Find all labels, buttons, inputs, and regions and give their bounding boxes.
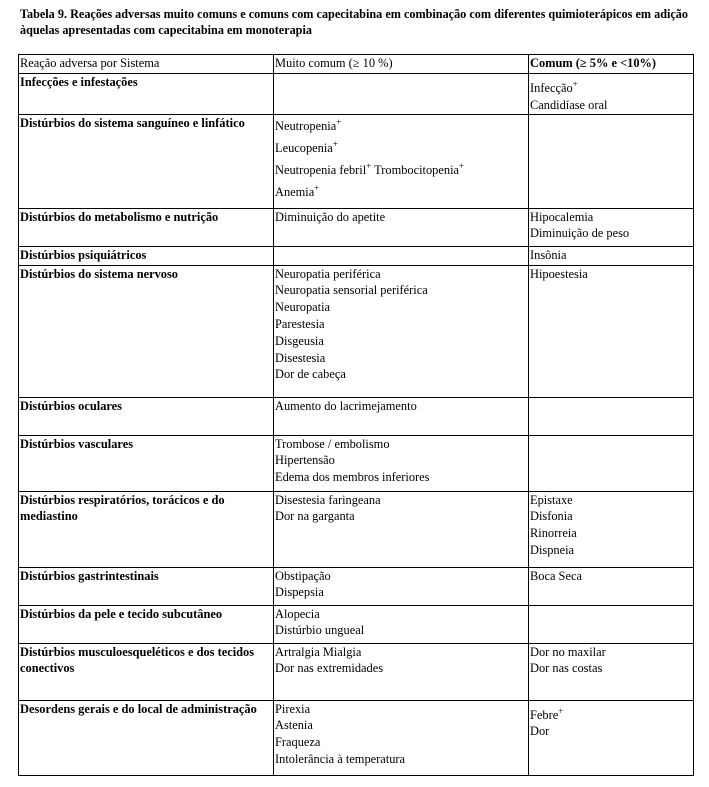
table-row	[19, 700, 694, 775]
very-common-item: Fraqueza	[275, 735, 321, 750]
system-cell: Distúrbios psiquiátricos	[19, 246, 274, 265]
very-common-item: Artralgia Mialgia	[275, 644, 362, 659]
very-common-item: Astenia	[275, 718, 313, 733]
very-common-cell	[274, 208, 529, 246]
common-cell	[529, 567, 694, 605]
common-item: Dor	[530, 724, 550, 739]
header-very-common: Muito comum (≥ 10 %)	[274, 55, 529, 74]
system-cell: Distúrbios respiratórios, torácicos e do mediastino	[19, 491, 274, 567]
very-common-item: Dor na garganta	[275, 509, 355, 524]
common-cell	[529, 74, 694, 115]
very-common-cell	[274, 435, 529, 491]
very-common-item: Dor de cabeça	[275, 367, 346, 382]
very-common-item: Anemia+	[275, 182, 320, 199]
system-cell: Infecções e infestações	[19, 74, 274, 115]
very-common-item: Obstipação	[275, 568, 331, 583]
very-common-item: Trombose / embolismo	[275, 436, 390, 451]
very-common-item: Neuropatia sensorial periférica	[275, 283, 428, 298]
very-common-item: Disestesia faringeana	[275, 492, 381, 507]
system-cell: Distúrbios da pele e tecido subcutâneo	[19, 605, 274, 643]
very-common-cell	[274, 246, 529, 265]
very-common-item: Neutropenia febril+ Trombocitopenia+	[275, 160, 465, 177]
very-common-item: Disestesia	[275, 350, 326, 365]
table-row	[19, 643, 694, 700]
very-common-item: Dor nas extremidades	[275, 661, 384, 676]
table-row	[19, 491, 694, 567]
table-header-row	[19, 55, 694, 74]
table-row	[19, 74, 694, 115]
very-common-item: Aumento do lacrimejamento	[275, 398, 417, 413]
header-common: Comum (≥ 5% e <10%)	[529, 55, 694, 74]
common-cell	[529, 643, 694, 700]
table-row	[19, 246, 694, 265]
common-cell	[529, 605, 694, 643]
system-cell: Distúrbios do sistema sanguíneo e linfático	[19, 114, 274, 208]
table-row	[19, 567, 694, 605]
common-item: Disfonia	[530, 509, 573, 524]
common-item: Hipoestesia	[530, 266, 588, 281]
very-common-cell	[274, 643, 529, 700]
common-item: Dor no maxilar	[530, 644, 606, 659]
very-common-cell	[274, 700, 529, 775]
very-common-item: Leucopenia+	[275, 138, 338, 155]
system-cell: Distúrbios do metabolismo e nutrição	[19, 208, 274, 246]
very-common-cell	[274, 74, 529, 115]
common-item: Rinorreia	[530, 526, 577, 541]
very-common-item: Disgeusia	[275, 333, 324, 348]
header-system: Reação adversa por Sistema	[19, 55, 274, 74]
common-item: Boca Seca	[530, 568, 582, 583]
very-common-item: Diminuição do apetite	[275, 209, 386, 224]
common-cell	[529, 246, 694, 265]
common-item: Candidíase oral	[530, 97, 608, 112]
very-common-item: Hipertensão	[275, 453, 335, 468]
table-row	[19, 435, 694, 491]
very-common-item: Distúrbio ungueal	[275, 623, 365, 638]
very-common-cell	[274, 567, 529, 605]
system-cell: Distúrbios gastrintestinais	[19, 567, 274, 605]
common-cell	[529, 700, 694, 775]
common-item: Dor nas costas	[530, 661, 603, 676]
table-row	[19, 397, 694, 435]
common-item: Diminuição de peso	[530, 226, 630, 241]
table-caption: Tabela 9. Reações adversas muito comuns e comuns com capecitabina em combinação com diferentes quimioterápicos em adição àquelas apresentadas com capecitabina em monoterapia	[20, 7, 688, 37]
very-common-item: Neutropenia+	[275, 116, 342, 133]
common-item: Insônia	[530, 247, 567, 262]
common-cell	[529, 435, 694, 491]
system-cell: Distúrbios vasculares	[19, 435, 274, 491]
common-cell	[529, 491, 694, 567]
common-item: Infecção+	[530, 79, 578, 95]
common-cell	[529, 208, 694, 246]
very-common-item: Edema dos membros inferiores	[275, 470, 430, 485]
table-body	[19, 74, 694, 776]
system-cell: Distúrbios musculoesqueléticos e dos tecidos conectivos	[19, 643, 274, 700]
very-common-cell	[274, 397, 529, 435]
very-common-item: Parestesia	[275, 316, 325, 331]
adverse-reactions-table	[18, 54, 694, 776]
table-row	[19, 605, 694, 643]
very-common-item: Pirexia	[275, 701, 311, 716]
common-cell	[529, 397, 694, 435]
system-cell: Distúrbios oculares	[19, 397, 274, 435]
system-cell: Desordens gerais e do local de administração	[19, 700, 274, 775]
very-common-item: Intolerância à temperatura	[275, 751, 406, 766]
very-common-cell	[274, 491, 529, 567]
common-item: Febre+	[530, 705, 564, 722]
table-row	[19, 265, 694, 397]
very-common-cell	[274, 265, 529, 397]
very-common-cell	[274, 114, 529, 208]
common-cell	[529, 265, 694, 397]
common-cell	[529, 114, 694, 208]
common-item: Dispneia	[530, 542, 575, 557]
very-common-cell	[274, 605, 529, 643]
table-row	[19, 114, 694, 208]
system-cell: Distúrbios do sistema nervoso	[19, 265, 274, 397]
very-common-item: Neuropatia	[275, 300, 331, 315]
common-item: Epistaxe	[530, 492, 573, 507]
very-common-item: Dispepsia	[275, 585, 324, 600]
very-common-item: Neuropatia periférica	[275, 266, 381, 281]
very-common-item: Alopecia	[275, 606, 320, 621]
table-row	[19, 208, 694, 246]
common-item: Hipocalemia	[530, 209, 594, 224]
